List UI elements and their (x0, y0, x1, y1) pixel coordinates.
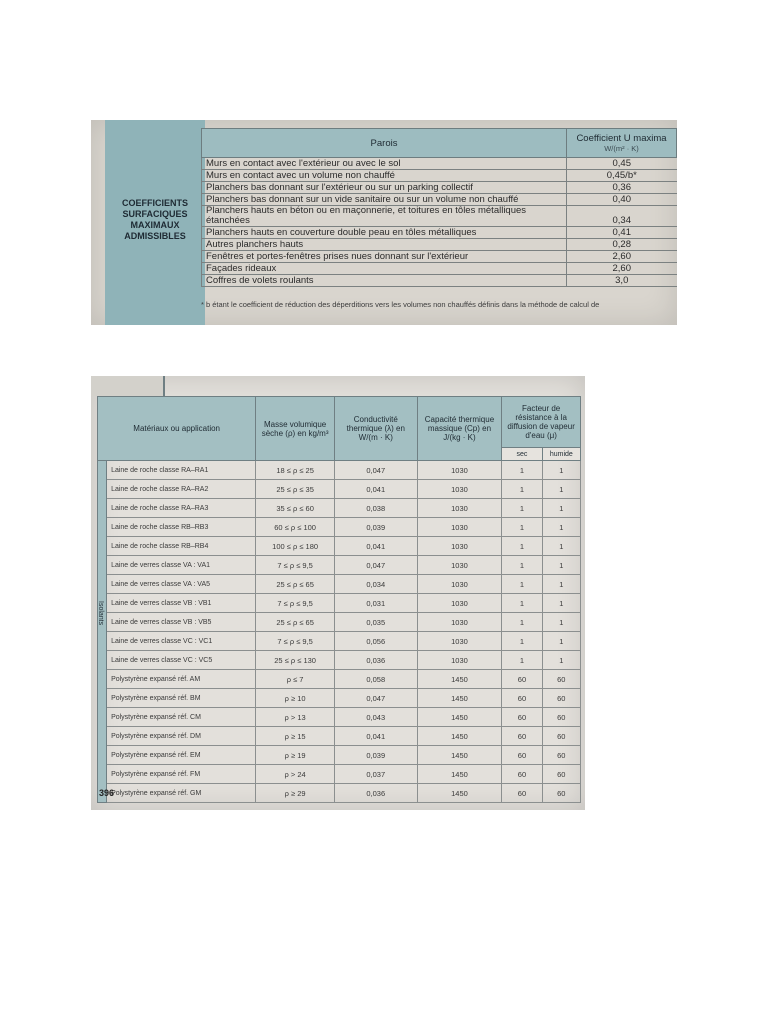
humid-factor: 60 (542, 765, 580, 784)
header-parois: Parois (202, 129, 567, 158)
capacity-value: 1450 (417, 746, 502, 765)
density-value: 25 ≤ ρ ≤ 65 (256, 613, 335, 632)
conductivity-value: 0,041 (334, 480, 417, 499)
dry-factor: 60 (502, 708, 542, 727)
coefficients-row (202, 170, 677, 182)
dry-factor: 1 (502, 461, 542, 480)
material-name: Laine de verres classe VC : VC1 (107, 632, 256, 651)
density-value: 7 ≤ ρ ≤ 9,5 (256, 632, 335, 651)
material-name: Laine de verres classe VC : VC5 (107, 651, 256, 670)
material-row (98, 670, 581, 689)
density-value: 7 ≤ ρ ≤ 9,5 (256, 594, 335, 613)
dry-factor: 1 (502, 556, 542, 575)
conductivity-value: 0,047 (334, 556, 417, 575)
material-name: Polystyrène expansé réf. AM (107, 670, 256, 689)
material-row (98, 708, 581, 727)
dry-factor: 1 (502, 499, 542, 518)
header-factor: Facteur de résistance à la diffusion de vapeur d'eau (μ) (502, 397, 581, 448)
density-value: 35 ≤ ρ ≤ 60 (256, 499, 335, 518)
dry-factor: 60 (502, 670, 542, 689)
wall-type: Fenêtres et portes-fenêtres prises nues donnant sur l'extérieur (202, 251, 567, 263)
dry-factor: 1 (502, 518, 542, 537)
top-bar (91, 376, 165, 396)
humid-factor: 60 (542, 784, 580, 803)
capacity-value: 1030 (417, 537, 502, 556)
material-name: Laine de verres classe VA : VA1 (107, 556, 256, 575)
humid-factor: 60 (542, 689, 580, 708)
conductivity-value: 0,041 (334, 537, 417, 556)
u-value: 0,45 (567, 158, 677, 170)
u-value: 3,0 (567, 275, 677, 287)
capacity-value: 1450 (417, 784, 502, 803)
material-row (98, 746, 581, 765)
material-row (98, 651, 581, 670)
coefficients-table-body (202, 158, 677, 287)
header-capacity: Capacité thermique massique (Cp) en J/(kg · K) (417, 397, 502, 461)
material-name: Polystyrène expansé réf. CM (107, 708, 256, 727)
header-humid: humide (542, 448, 580, 461)
coefficients-section-title: COEFFICIENTS SURFACIQUES MAXIMAUX ADMISSIBLES (121, 198, 188, 241)
wall-type: Planchers hauts en couverture double peau en tôles métalliques (202, 227, 567, 239)
conductivity-value: 0,038 (334, 499, 417, 518)
u-value: 0,45/b* (567, 170, 677, 182)
materials-table (97, 396, 581, 803)
humid-factor: 1 (542, 632, 580, 651)
dry-factor: 1 (502, 613, 542, 632)
capacity-value: 1450 (417, 670, 502, 689)
humid-factor: 1 (542, 480, 580, 499)
material-name: Polystyrène expansé réf. BM (107, 689, 256, 708)
header-conductivity: Conductivité thermique (λ) en W/(m · K) (334, 397, 417, 461)
humid-factor: 60 (542, 708, 580, 727)
dry-factor: 60 (502, 746, 542, 765)
coefficients-row (202, 182, 677, 194)
density-value: 7 ≤ ρ ≤ 9,5 (256, 556, 335, 575)
coefficients-row (202, 275, 677, 287)
material-row (98, 632, 581, 651)
u-value: 2,60 (567, 263, 677, 275)
humid-factor: 1 (542, 537, 580, 556)
header-density: Masse volumique sèche (ρ) en kg/m³ (256, 397, 335, 461)
capacity-value: 1030 (417, 461, 502, 480)
density-value: ρ ≥ 19 (256, 746, 335, 765)
materials-table-body (98, 461, 581, 803)
dry-factor: 60 (502, 765, 542, 784)
u-value: 0,40 (567, 194, 677, 206)
material-row (98, 575, 581, 594)
u-value: 0,28 (567, 239, 677, 251)
coefficients-row (202, 206, 677, 227)
material-row (98, 784, 581, 803)
u-value: 0,34 (567, 206, 677, 227)
wall-type: Murs en contact avec l'extérieur ou avec le sol (202, 158, 567, 170)
capacity-value: 1030 (417, 613, 502, 632)
material-row (98, 689, 581, 708)
material-name: Polystyrène expansé réf. FM (107, 765, 256, 784)
material-row (98, 480, 581, 499)
material-row (98, 537, 581, 556)
conductivity-value: 0,035 (334, 613, 417, 632)
material-row (98, 613, 581, 632)
coefficients-row (202, 263, 677, 275)
density-value: 25 ≤ ρ ≤ 35 (256, 480, 335, 499)
category-side-cell (98, 461, 107, 803)
header-coefficient-label: Coefficient U maxima (576, 133, 667, 144)
materials-photo (91, 376, 585, 810)
header-coefficient-unit: W/(m² · K) (604, 144, 639, 153)
dry-factor: 1 (502, 575, 542, 594)
wall-type: Planchers bas donnant sur un vide sanitaire ou sur un volume non chauffé (202, 194, 567, 206)
humid-factor: 1 (542, 556, 580, 575)
material-name: Laine de verres classe VB : VB5 (107, 613, 256, 632)
material-name: Laine de roche classe RA–RA3 (107, 499, 256, 518)
dry-factor: 1 (502, 480, 542, 499)
capacity-value: 1030 (417, 556, 502, 575)
conductivity-value: 0,039 (334, 518, 417, 537)
humid-factor: 1 (542, 594, 580, 613)
footnote: * b étant le coefficient de réduction des déperditions vers les volumes non chauffés définis dans la méthode de calcul de (201, 300, 600, 309)
category-label: Isolants (97, 601, 104, 626)
density-value: ρ > 13 (256, 708, 335, 727)
material-name: Laine de verres classe VA : VA5 (107, 575, 256, 594)
coefficients-row (202, 251, 677, 263)
dry-factor: 60 (502, 727, 542, 746)
conductivity-value: 0,041 (334, 727, 417, 746)
humid-factor: 1 (542, 613, 580, 632)
coefficients-row (202, 239, 677, 251)
density-value: ρ ≥ 10 (256, 689, 335, 708)
capacity-value: 1030 (417, 518, 502, 537)
capacity-value: 1030 (417, 632, 502, 651)
material-name: Polystyrène expansé réf. DM (107, 727, 256, 746)
density-value: ρ > 24 (256, 765, 335, 784)
header-dry: sec (502, 448, 542, 461)
material-row (98, 518, 581, 537)
dry-factor: 1 (502, 651, 542, 670)
wall-type: Façades rideaux (202, 263, 567, 275)
humid-factor: 1 (542, 575, 580, 594)
humid-factor: 1 (542, 461, 580, 480)
capacity-value: 1450 (417, 708, 502, 727)
capacity-value: 1030 (417, 575, 502, 594)
density-value: 60 ≤ ρ ≤ 100 (256, 518, 335, 537)
coefficients-row (202, 158, 677, 170)
material-name: Laine de verres classe VB : VB1 (107, 594, 256, 613)
conductivity-value: 0,047 (334, 461, 417, 480)
dry-factor: 1 (502, 632, 542, 651)
capacity-value: 1030 (417, 499, 502, 518)
wall-type: Planchers hauts en béton ou en maçonnerie, et toitures en tôles métalliques étanchées (202, 206, 567, 227)
material-row (98, 727, 581, 746)
material-row (98, 499, 581, 518)
dry-factor: 60 (502, 689, 542, 708)
density-value: 100 ≤ ρ ≤ 180 (256, 537, 335, 556)
capacity-value: 1450 (417, 689, 502, 708)
coefficients-row (202, 194, 677, 206)
density-value: 25 ≤ ρ ≤ 65 (256, 575, 335, 594)
material-name: Polystyrène expansé réf. EM (107, 746, 256, 765)
u-value: 0,36 (567, 182, 677, 194)
material-name: Laine de roche classe RB–RB3 (107, 518, 256, 537)
conductivity-value: 0,058 (334, 670, 417, 689)
material-name: Polystyrène expansé réf. GM (107, 784, 256, 803)
conductivity-value: 0,043 (334, 708, 417, 727)
conductivity-value: 0,036 (334, 784, 417, 803)
dry-factor: 60 (502, 784, 542, 803)
wall-type: Murs en contact avec un volume non chauffé (202, 170, 567, 182)
wall-type: Planchers bas donnant sur l'extérieur ou sur un parking collectif (202, 182, 567, 194)
humid-factor: 1 (542, 651, 580, 670)
conductivity-value: 0,036 (334, 651, 417, 670)
conductivity-value: 0,031 (334, 594, 417, 613)
humid-factor: 1 (542, 499, 580, 518)
humid-factor: 60 (542, 670, 580, 689)
dry-factor: 1 (502, 537, 542, 556)
page-number: 396 (99, 788, 115, 798)
material-row (98, 461, 581, 480)
wall-type: Coffres de volets roulants (202, 275, 567, 287)
conductivity-value: 0,034 (334, 575, 417, 594)
coefficients-table (201, 128, 677, 287)
capacity-value: 1450 (417, 727, 502, 746)
capacity-value: 1030 (417, 651, 502, 670)
u-value: 0,41 (567, 227, 677, 239)
density-value: 18 ≤ ρ ≤ 25 (256, 461, 335, 480)
coefficients-row (202, 227, 677, 239)
coefficients-photo (91, 120, 677, 325)
material-name: Laine de roche classe RA–RA1 (107, 461, 256, 480)
wall-type: Autres planchers hauts (202, 239, 567, 251)
density-value: ρ ≥ 15 (256, 727, 335, 746)
humid-factor: 1 (542, 518, 580, 537)
capacity-value: 1030 (417, 594, 502, 613)
material-row (98, 765, 581, 784)
header-material: Matériaux ou application (98, 397, 256, 461)
conductivity-value: 0,039 (334, 746, 417, 765)
material-row (98, 594, 581, 613)
header-coefficient (567, 129, 677, 158)
conductivity-value: 0,056 (334, 632, 417, 651)
capacity-value: 1030 (417, 480, 502, 499)
conductivity-value: 0,037 (334, 765, 417, 784)
material-name: Laine de roche classe RA–RA2 (107, 480, 256, 499)
u-value: 2,60 (567, 251, 677, 263)
density-value: 25 ≤ ρ ≤ 130 (256, 651, 335, 670)
capacity-value: 1450 (417, 765, 502, 784)
conductivity-value: 0,047 (334, 689, 417, 708)
density-value: ρ ≥ 29 (256, 784, 335, 803)
humid-factor: 60 (542, 746, 580, 765)
dry-factor: 1 (502, 594, 542, 613)
density-value: ρ ≤ 7 (256, 670, 335, 689)
coefficients-sidebar (105, 120, 205, 325)
material-row (98, 556, 581, 575)
humid-factor: 60 (542, 727, 580, 746)
material-name: Laine de roche classe RB–RB4 (107, 537, 256, 556)
